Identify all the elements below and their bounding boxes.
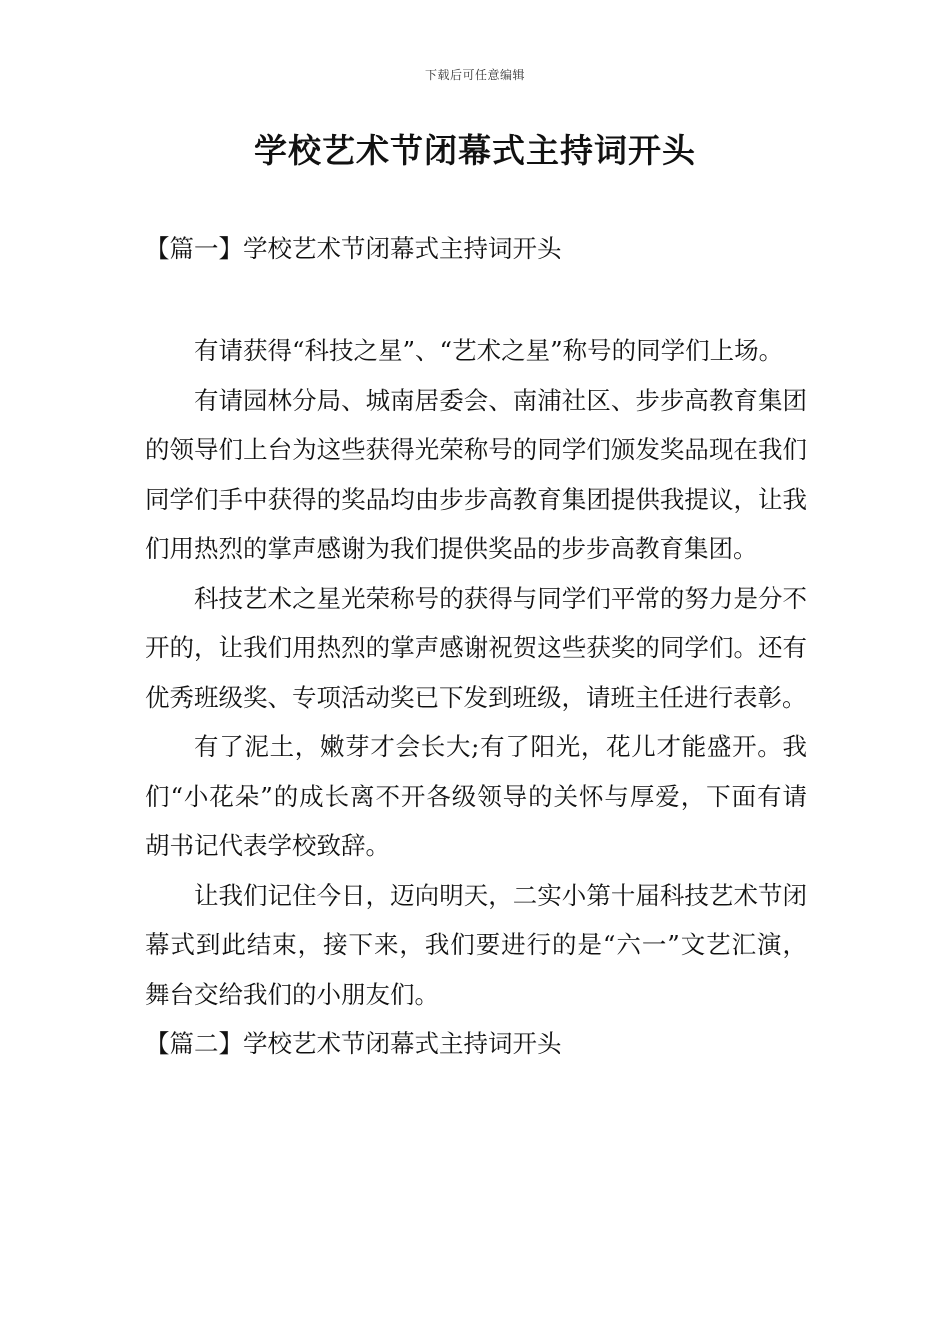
document-title: 学校艺术节闭幕式主持词开头 xyxy=(254,131,696,170)
paragraph-3: 科技艺术之星光荣称号的获得与同学们平常的努力是分不开的，让我们用热烈的掌声感谢祝贺这些获奖的同学们。还有优秀班级奖、专项活动奖已下发到班级，请班主任进行表彰。 xyxy=(145,583,807,712)
paragraph-4: 有了泥土，嫩芽才会长大;有了阳光，花儿才能盛开。我们“小花朵”的成长离不开各级领导的关怀与厚爱，下面有请胡书记代表学校致辞。 xyxy=(145,732,807,860)
document-body xyxy=(145,326,807,1069)
section-two-heading: 【篇二】学校艺术节闭幕式主持词开头 xyxy=(145,1029,562,1058)
paragraph-1: 有请获得“科技之星”、“艺术之星”称号的同学们上场。 xyxy=(194,336,784,365)
paragraph-2: 有请园林分局、城南居委会、南浦社区、步步高教育集团的领导们上台为这些获得光荣称号的同学们颁发奖品现在我们同学们手中获得的奖品均由步步高教育集团提供我提议，让我们用热烈的掌声感谢为我们提供奖品的步步高教育集团。 xyxy=(145,385,807,563)
section-one-heading: 【篇一】学校艺术节闭幕式主持词开头 xyxy=(145,234,562,263)
header-note: 下载后可任意编辑 xyxy=(424,68,525,82)
paragraph-5: 让我们记住今日，迈向明天，二实小第十届科技艺术节闭幕式到此结束，接下来，我们要进行的是“六一”文艺汇演，舞台交给我们的小朋友们。 xyxy=(145,880,807,1009)
section-one-heading-block xyxy=(145,224,807,274)
